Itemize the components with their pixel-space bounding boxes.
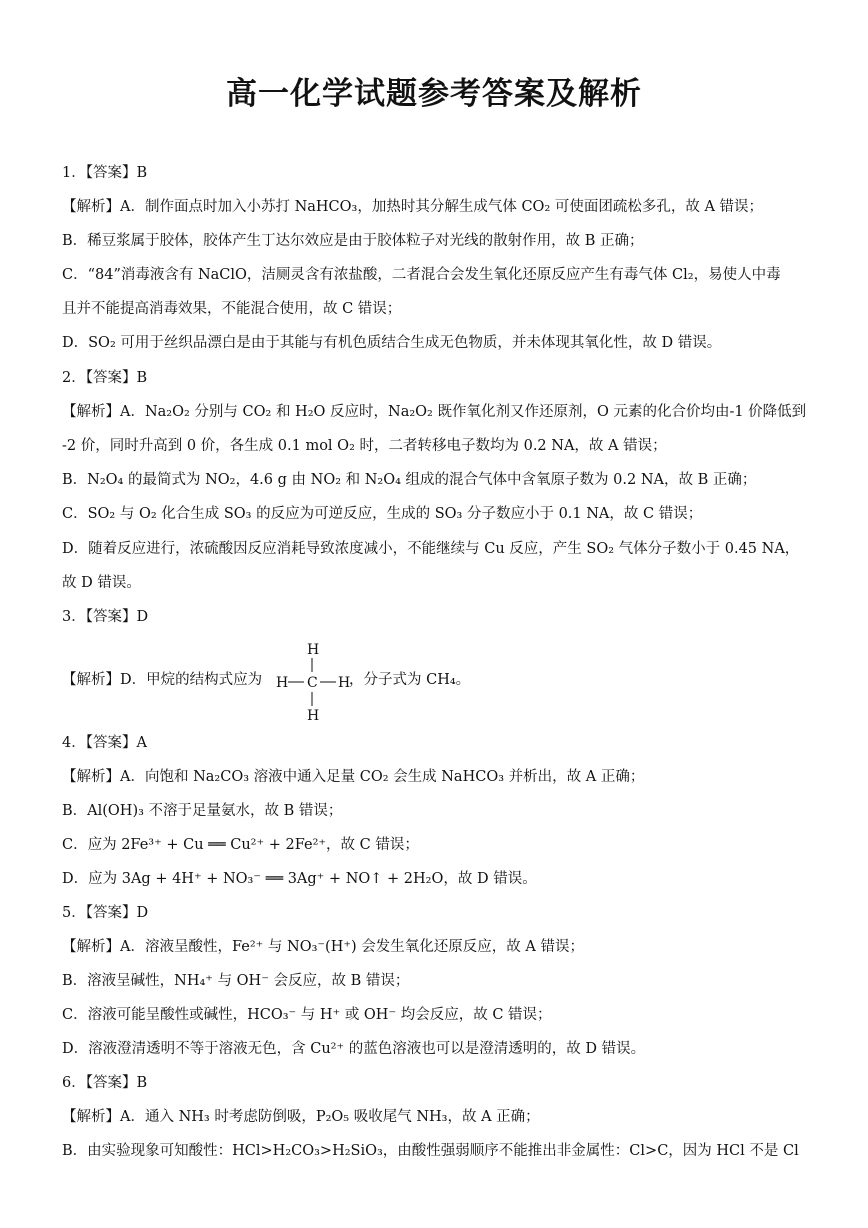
q5-analysis-b: B．溶液呈碱性，NH₄⁺ 与 OH⁻ 会反应，故 B 错误； [62,973,410,989]
struct-h-bottom: H [307,708,320,724]
q1-answer: 1．【答案】B [62,165,148,181]
q1-analysis-c: C．“84”消毒液含有 NaClO，洁厕灵含有浓盐酸，二者混合会发生氧化还原反应产生有毒气体 Cl₂，易使人中毒 [62,267,781,283]
q4-analysis-d: D．应为 3Ag + 4H⁺ + NO₃⁻ ══ 3Ag⁺ + NO↑ + 2H₂O，故 D 错误。 [62,871,537,887]
struct-h-top: H [307,642,320,658]
q4-answer: 4．【答案】A [62,735,147,751]
q5-answer: 5．【答案】D [62,905,149,921]
struct-c-center: C [307,675,318,691]
q4-analysis-a: 【解析】A．向饱和 Na₂CO₃ 溶液中通入足量 CO₂ 会生成 NaHCO₃ 并析出，故 A 正确； [62,769,645,785]
q6-answer: 6．【答案】B [62,1075,148,1091]
q3-analysis-tail: ，分子式为 CH₄。 [349,672,471,688]
q5-analysis-d: D．溶液澄清透明不等于溶液无色，含 Cu²⁺ 的蓝色溶液也可以是澄清透明的，故 D 错误。 [62,1041,646,1057]
q3-analysis: 【解析】D．甲烷的结构式应为 [62,672,263,688]
q2-analysis-a-cont: -2 价，同时升高到 0 价，各生成 0.1 mol O₂ 时，二者转移电子数均为 0.2 NA，故 A 错误； [62,438,667,454]
q1-analysis-c-cont: 且并不能提高消毒效果，不能混合使用，故 C 错误； [62,301,402,317]
q2-analysis-d-cont: 故 D 错误。 [62,575,141,591]
q5-analysis-a: 【解析】A．溶液呈酸性，Fe²⁺ 与 NO₃⁻(H⁺) 会发生氧化还原反应，故 A 错误； [62,939,584,955]
q2-analysis-a: 【解析】A．Na₂O₂ 分别与 CO₂ 和 H₂O 反应时，Na₂O₂ 既作氧化剂又作还原剂，O 元素的化合价均由-1 价降低到 [62,404,807,420]
q3-answer: 3．【答案】D [62,609,149,625]
q2-analysis-b: B．N₂O₄ 的最简式为 NO₂，4.6 g 由 NO₂ 和 N₂O₄ 组成的混合气体中含氧原子数为 0.2 NA，故 B 正确； [62,472,757,488]
q1-analysis-b: B．稀豆浆属于胶体，胶体产生丁达尔效应是由于胶体粒子对光线的散射作用，故 B 正确； [62,233,644,249]
q1-analysis-d: D．SO₂ 可用于丝织品漂白是由于其能与有机色质结合生成无色物质，并未体现其氧化性，故 D 错误。 [62,335,722,351]
q4-analysis-b: B．Al(OH)₃ 不溶于足量氨水，故 B 错误； [62,803,343,819]
struct-h-left: H [276,675,289,691]
q6-analysis-a: 【解析】A．通入 NH₃ 时考虑防倒吸，P₂O₅ 吸收尾气 NH₃，故 A 正确； [62,1109,540,1125]
struct-h-right: H [338,675,351,691]
q6-analysis-b: B．由实验现象可知酸性：HCl>H₂CO₃>H₂SiO₃，由酸性强弱顺序不能推出非金属性：Cl>C，因为 HCl 不是 Cl [62,1143,799,1159]
q5-analysis-c: C．溶液可能呈酸性或碱性，HCO₃⁻ 与 H⁺ 或 OH⁻ 均会反应，故 C 错误； [62,1007,552,1023]
q1-analysis-a: 【解析】A．制作面点时加入小苏打 NaHCO₃，加热时其分解生成气体 CO₂ 可使面团疏松多孔，故 A 错误； [62,199,764,215]
q2-analysis-c: C．SO₂ 与 O₂ 化合生成 SO₃ 的反应为可逆反应，生成的 SO₃ 分子数应小于 0.1 NA，故 C 错误； [62,506,703,522]
q4-analysis-c: C．应为 2Fe³⁺ + Cu ══ Cu²⁺ + 2Fe²⁺，故 C 错误； [62,837,419,853]
q2-answer: 2．【答案】B [62,370,148,386]
q2-analysis-d: D．随着反应进行，浓硫酸因反应消耗导致浓度减小，不能继续与 Cu 反应，产生 SO₂ 气体分子数小于 0.45 NA， [62,541,800,557]
page-title: 高一化学试题参考答案及解析 [226,76,642,112]
